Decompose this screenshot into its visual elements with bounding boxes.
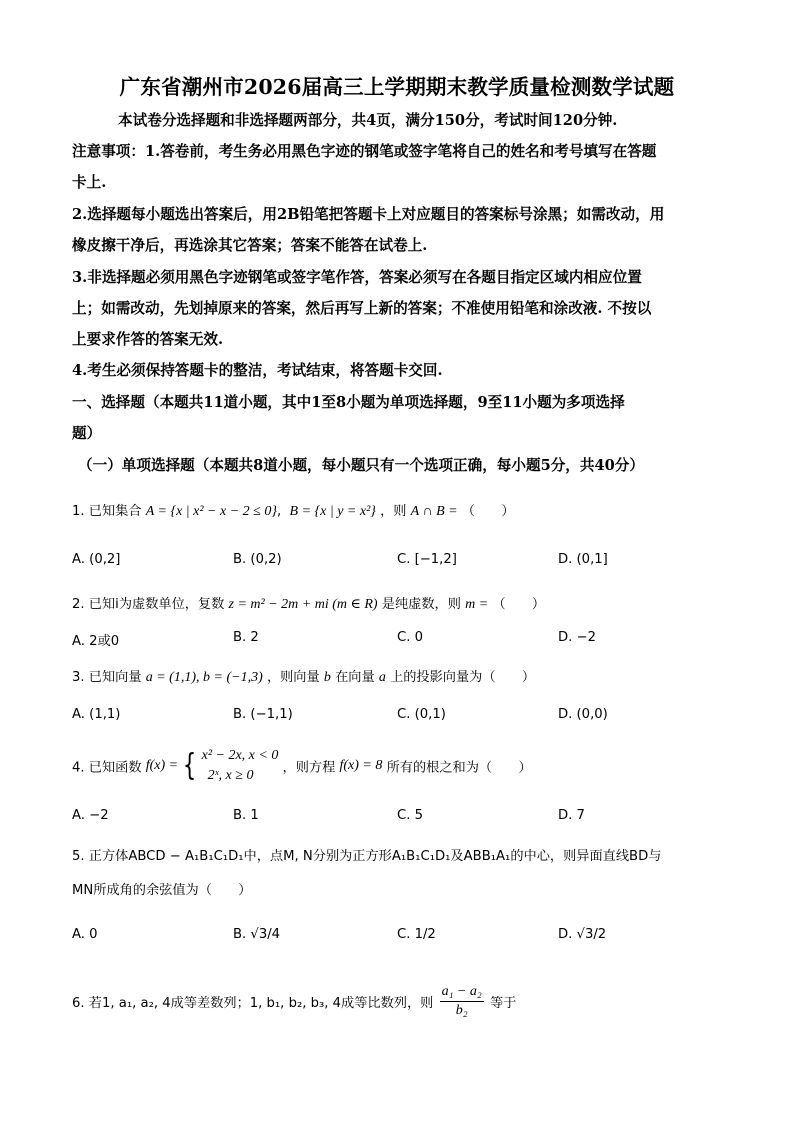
sub-section-heading: （一）单项选择题（本题共8道小题，每小题只有一个选项正确，每小题5分，共40分） xyxy=(78,457,644,474)
question-4 xyxy=(72,746,532,786)
q3-option-a: A. (1,1) xyxy=(72,707,121,722)
q3-text-d: 上的投影向量为（ ） xyxy=(390,670,536,685)
q6-text-b: 等于 xyxy=(489,996,517,1011)
q2-option-c: C. 0 xyxy=(397,630,423,645)
q6-frac-den: b₂ xyxy=(455,1003,468,1018)
q6-fraction xyxy=(440,983,484,1020)
q3-option-c: C. (0,1) xyxy=(397,707,446,722)
q2-expr-2: m = xyxy=(465,597,489,612)
question-5-line-1: 5. 正方体ABCD − A₁B₁C₁D₁中，点M, N分别为正方形A₁B₁C₁D₁及ABB₁A₁的中心，则异面直线BD与 xyxy=(72,849,662,864)
section-heading-line-1: 一、选择题（本题共11道小题，其中1至8小题为单项选择题，9至11小题为多项选择 xyxy=(72,394,625,411)
q3-text-b: ，则向量 xyxy=(266,670,320,685)
q2-option-a: A. 2或0 xyxy=(72,634,120,649)
q3-vector-b: b xyxy=(323,670,331,685)
q1-option-c: C. [−1,2] xyxy=(397,552,457,567)
q4-eq: f(x) = 8 xyxy=(339,758,383,773)
q2-paren: （ ） xyxy=(492,597,546,612)
q5-option-d: D. √3/2 xyxy=(558,927,607,942)
question-5-line-2: MN所成角的余弦值为（ ） xyxy=(72,883,252,898)
note-4: 4.考生必须保持答题卡的整洁，考试结束，将答题卡交回. xyxy=(72,362,443,379)
q4-text-b: ，则方程 xyxy=(282,760,336,776)
q3-expr: a = (1,1), b = (−1,3) xyxy=(145,670,263,685)
q5-option-a: A. 0 xyxy=(72,927,98,942)
note-3-line-2: 上；如需改动，先划掉原来的答案，然后再写上新的答案；不准使用铅笔和涂改液. 不按以 xyxy=(72,300,652,317)
q4-piece-2: 2ˣ, x ≥ 0 xyxy=(207,768,254,783)
note-2-line-1: 2.选择题每小题选出答案后，用2B铅笔把答题卡上对应题目的答案标号涂黑；如需改动，用 xyxy=(72,206,665,223)
q5-option-c: C. 1/2 xyxy=(397,927,436,942)
q5-option-b: B. √3/4 xyxy=(233,927,281,942)
q1-set-a: A = {x | x² − x − 2 ≤ 0} xyxy=(145,504,277,519)
section-heading-line-2: 题） xyxy=(72,425,102,442)
q3-option-d: D. (0,0) xyxy=(558,707,608,722)
q1-set-b: B = {x | y = x²} xyxy=(289,504,376,519)
note-3-line-3: 上要求作答的答案无效. xyxy=(72,331,224,348)
q4-pieces xyxy=(202,746,279,786)
q1-prefix: 1. 已知集合 xyxy=(72,504,142,519)
note-1-line-2: 卡上. xyxy=(72,174,107,191)
q2-option-b: B. 2 xyxy=(233,630,259,645)
q4-text-c: 所有的根之和为（ ） xyxy=(386,760,532,776)
q1-expr: A ∩ B = xyxy=(410,504,458,519)
q1-option-a: A. (0,2] xyxy=(72,552,121,567)
q1-option-b: B. (0,2) xyxy=(233,552,282,567)
exam-title: 广东省潮州市2026届高三上学期期末教学质量检测数学试题 xyxy=(119,75,675,99)
q4-option-c: C. 5 xyxy=(397,808,423,823)
q3-option-b: B. (−1,1) xyxy=(233,707,293,722)
q1-suffix: ，则 xyxy=(380,504,407,519)
q4-brace: { xyxy=(183,748,197,783)
q4-text-a: 4. 已知函数 xyxy=(72,760,142,776)
q2-text-a: 2. 已知i为虚数单位，复数 xyxy=(72,597,225,612)
q1-option-d: D. (0,1] xyxy=(558,552,608,567)
q3-vector-a: a xyxy=(378,670,386,685)
q2-text-b: 是纯虚数，则 xyxy=(381,597,461,612)
question-6 xyxy=(72,983,516,1020)
q4-fx: f(x) = xyxy=(145,758,179,773)
question-1: 1. 已知集合 A = {x | x² − x − 2 ≤ 0}, B = {x | y = x²} ，则 A ∩ B = （ ） xyxy=(72,504,515,519)
note-2-line-2: 橡皮擦干净后，再选涂其它答案；答案不能答在试卷上. xyxy=(72,237,428,254)
q2-expr: z = m² − 2m + mi (m ∈ R) xyxy=(228,597,378,612)
question-3 xyxy=(72,666,535,686)
q2-option-d: D. −2 xyxy=(558,630,596,645)
question-2 xyxy=(72,593,545,613)
note-3-line-1: 3.非选择题必须用黑色字迹钢笔或签字笔作答，答案必须写在各题目指定区域内相应位置 xyxy=(72,269,642,286)
note-1-line-1: 注意事项：1.答卷前，考生务必用黑色字迹的钢笔或签字笔将自己的姓名和考号填写在答题 xyxy=(72,143,657,160)
q1-paren: （ ） xyxy=(461,504,515,519)
q4-option-d: D. 7 xyxy=(558,808,585,823)
exam-intro: 本试卷分选择题和非选择题两部分，共4页，满分150分，考试时间120分钟. xyxy=(118,112,618,129)
q4-option-b: B. 1 xyxy=(233,808,259,823)
q6-text-a: 6. 若1, a₁, a₂, 4成等差数列；1, b₁, b₂, b₃, 4成等比数列，则 xyxy=(72,996,434,1011)
q6-frac-num: a₁ − a₂ xyxy=(440,983,484,1002)
q3-text-c: 在向量 xyxy=(335,670,375,685)
q4-option-a: A. −2 xyxy=(72,808,109,823)
q3-text-a: 3. 已知向量 xyxy=(72,670,142,685)
q4-piece-1: x² − 2x, x < 0 xyxy=(201,748,279,763)
